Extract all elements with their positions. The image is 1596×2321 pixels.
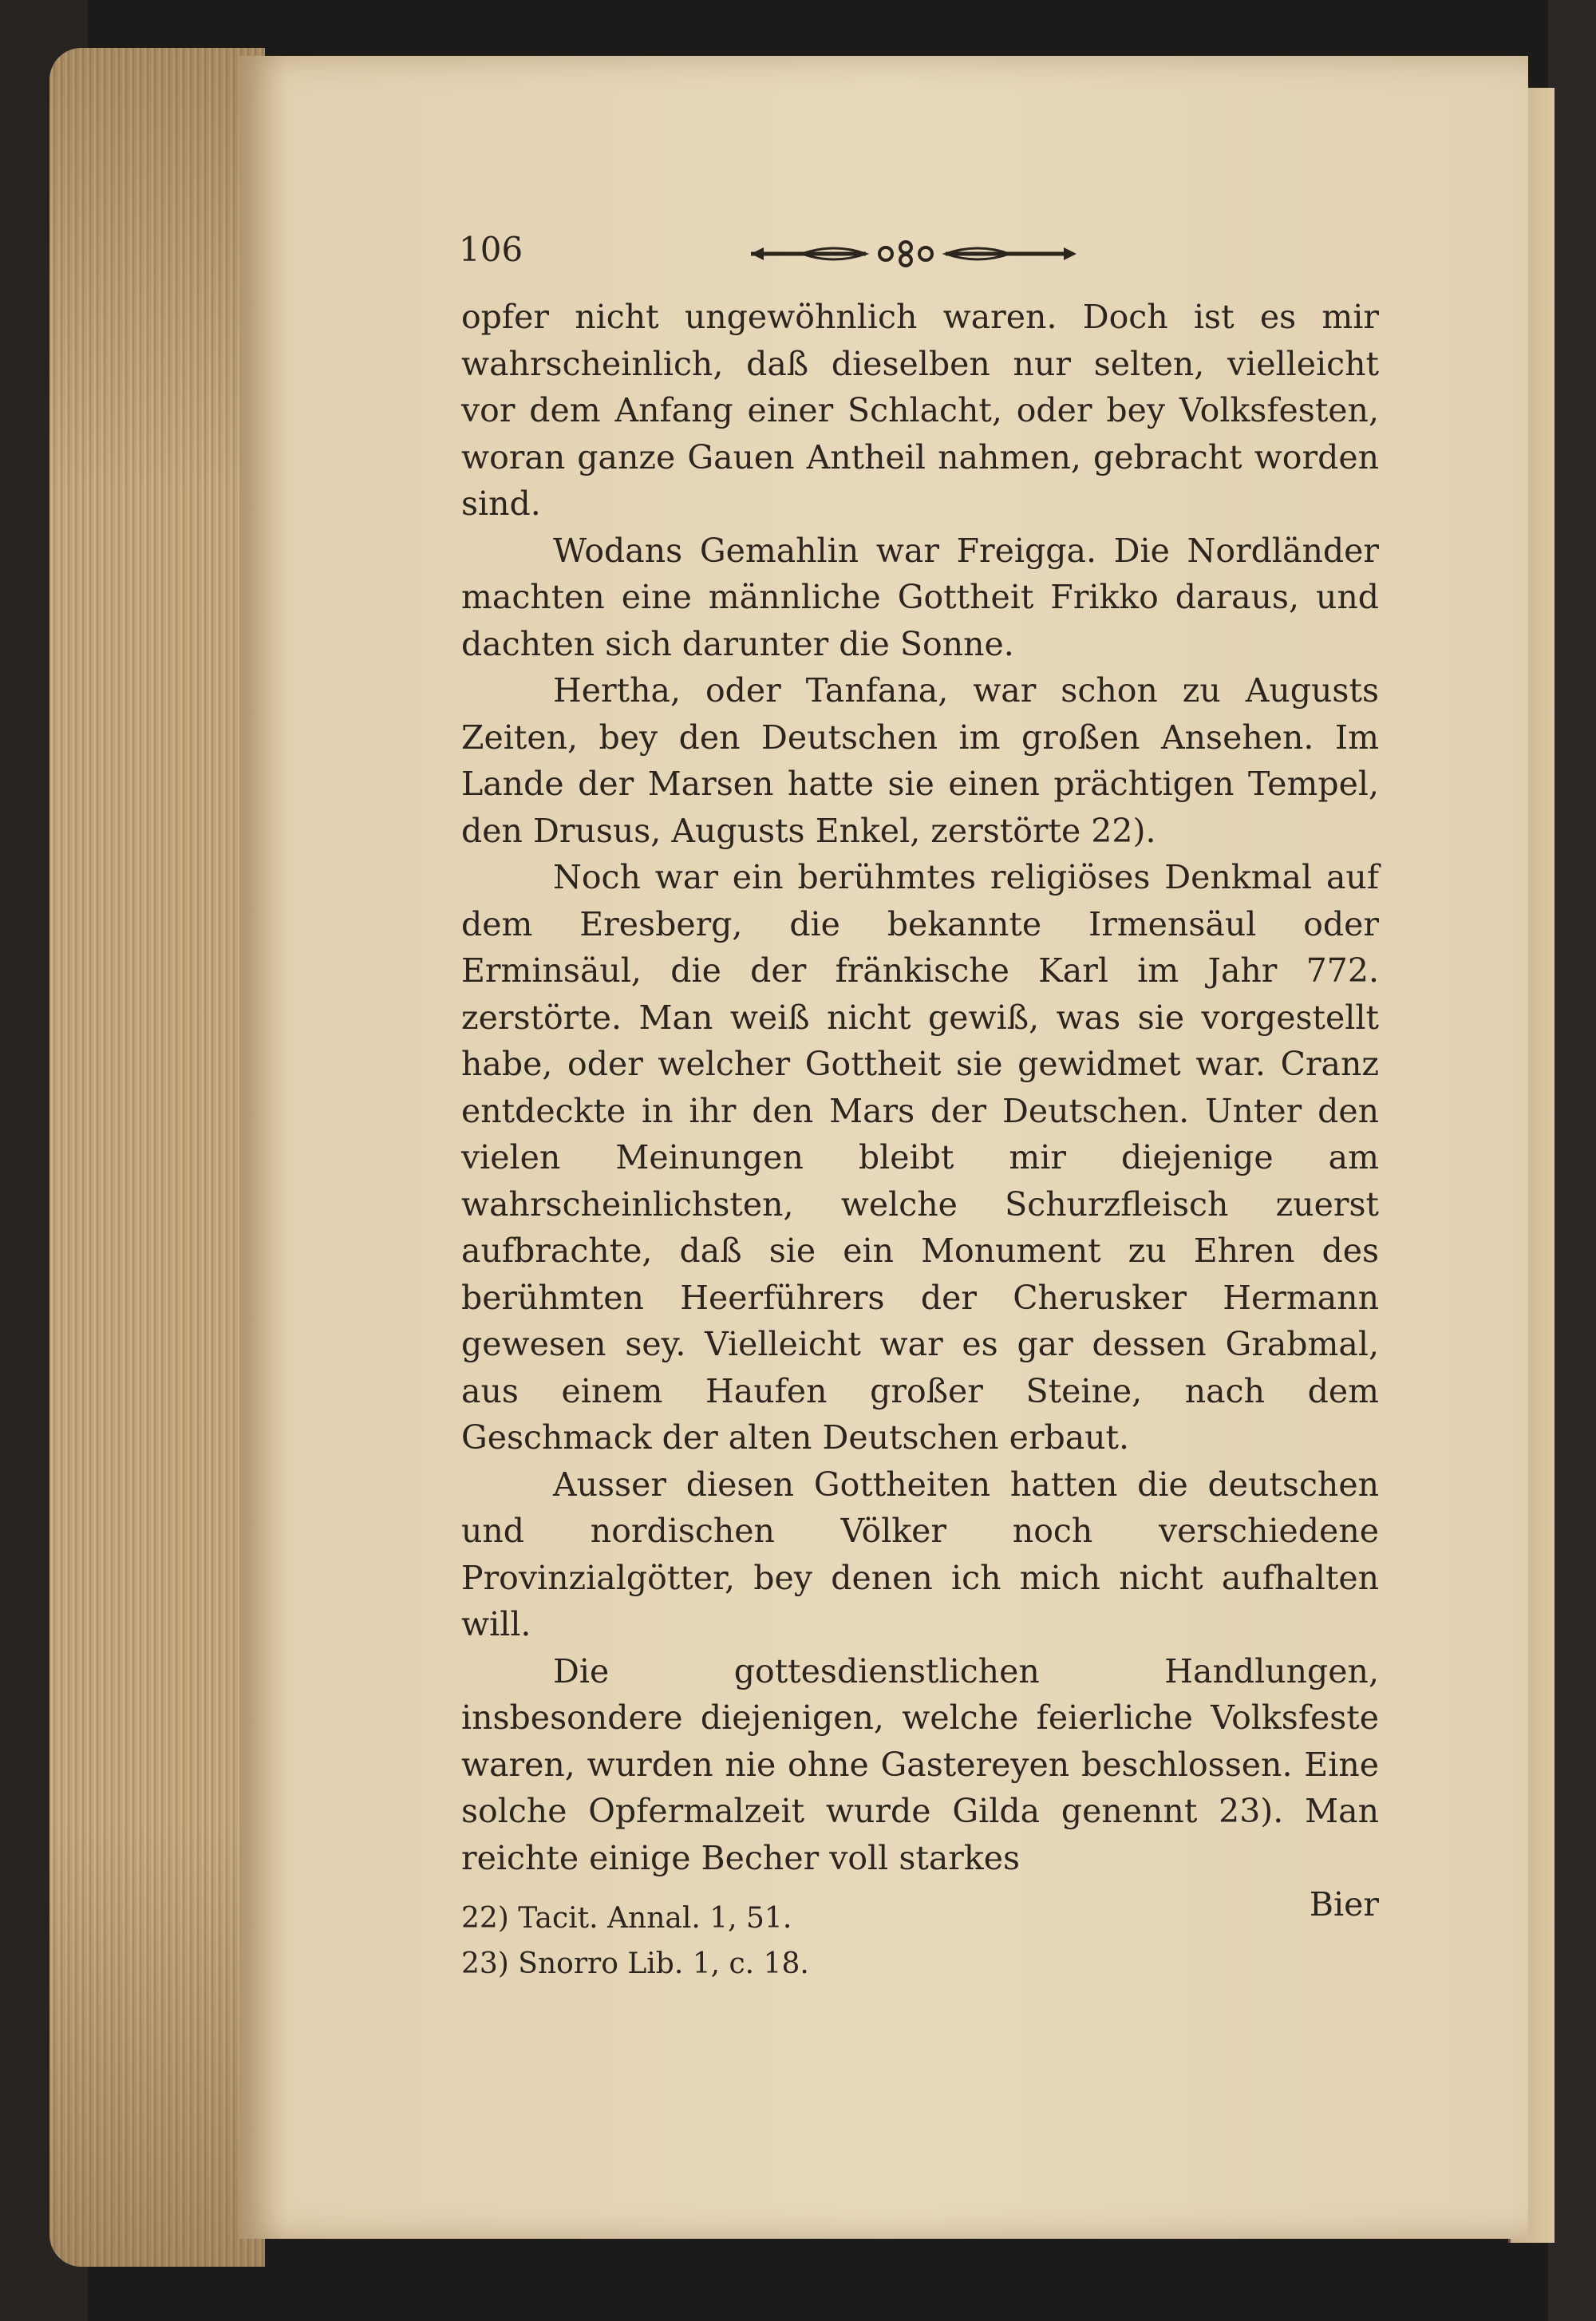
paragraph-2: Wodans Gemahlin war Freigga. Die Nordländer machten eine männliche Gottheit Frikko daraus, und dachten sich darunter die Sonne.	[461, 531, 1379, 663]
footnotes	[461, 1896, 809, 1987]
paragraph-5: Ausser diesen Gottheiten hatten die deutschen und nordischen Völker noch verschiedene Provinzialgötter, bey denen ich mich nicht aufhalten will.	[461, 1465, 1379, 1643]
page-number: 106	[459, 230, 523, 269]
catchword: Bier	[1309, 1885, 1379, 1924]
body-text	[461, 294, 1379, 1928]
page-header	[459, 230, 1097, 278]
book-page-edges	[49, 48, 265, 2267]
paragraph-3: Hertha, oder Tanfana, war schon zu Augusts Zeiten, bey den Deutschen im großen Ansehen. Im Lande der Marsen hatte sie einen prächtigen Tempel, den Drusus, Augusts Enkel, zerstörte 22).	[461, 671, 1379, 850]
paragraph-1: opfer nicht ungewöhnlich waren. Doch ist es mir wahrscheinlich, daß dieselben nur selten, vielleicht vor dem Anfang einer Schlacht, oder bey Volksfesten, woran ganze Gauen Antheil nahmen, gebracht worden sind.	[461, 298, 1379, 523]
ornamental-divider-icon	[746, 236, 1081, 271]
paragraph-6: Die gottesdienstlichen Handlungen, insbesondere diejenigen, welche feierliche Volksfeste waren, wurden nie ohne Gastereyen beschlossen. Eine solche Opfermalzeit wurde Gilda genennt 23). Man reichte einige Becher voll starkes	[461, 1651, 1379, 1877]
paragraph-4: Noch war ein berühmtes religiöses Denkmal auf dem Eresberg, die bekannte Irmensäul oder Erminsäul, die der fränkische Karl im Jahr 772. zerstörte. Man weiß nicht gewiß, was sie vorgestellt habe, oder welcher Gottheit sie gewidmet war. Cranz entdeckte in ihr den Mars der Deutschen. Unter den vielen Meinungen bleibt mir diejenige am wahrscheinlichsten, welche Schurzfleisch zuerst aufbrachte, daß sie ein Monument zu Ehren des berühmten Heerführers der Cherusker Hermann gewesen sey. Vielleicht war es gar dessen Grabmal, aus einem Haufen großer Steine, nach dem Geschmack der alten Deutschen erbaut.	[461, 858, 1379, 1457]
footnote-23: 23) Snorro Lib. 1, c. 18.	[461, 1947, 809, 1980]
footnote-22: 22) Tacit. Annal. 1, 51.	[461, 1902, 792, 1935]
scan-background-right	[1548, 0, 1596, 2321]
